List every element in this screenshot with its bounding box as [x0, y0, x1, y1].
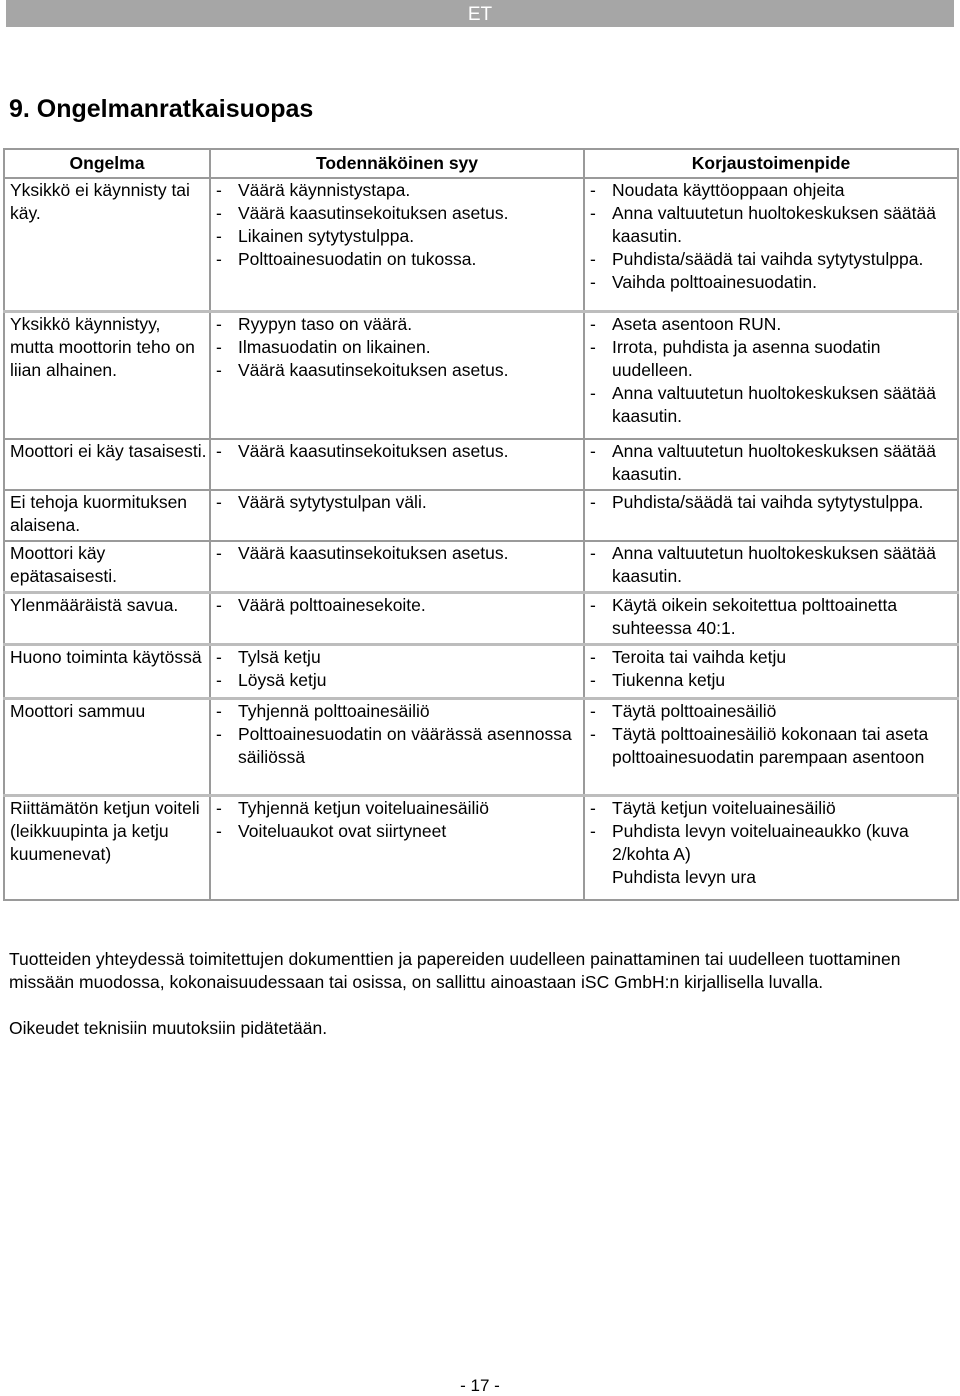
bullet-dash: - [216, 543, 222, 563]
cause-item [216, 225, 581, 248]
fix-item [590, 491, 955, 514]
problem-cell [4, 311, 210, 439]
fix-item [590, 797, 955, 820]
problem-text: Yksikkö käynnistyy, mutta moottorin teho on liian alhainen. [10, 313, 195, 380]
bullet-dash: - [216, 798, 222, 818]
bullet-dash: - [216, 670, 222, 690]
problem-text: Riittämätön ketjun voiteli (leikkuupinta ja ketju kuumenevat) [10, 798, 200, 864]
page-title: 9. Ongelmanratkaisuopas [9, 95, 314, 123]
bullet-dash: - [216, 647, 222, 667]
fix-item [590, 723, 955, 769]
problem-cell [4, 645, 210, 699]
bullet-dash: - [590, 382, 596, 403]
cause-item [216, 336, 581, 359]
cause-item-text: Väärä sytytystulpan väli. [238, 492, 427, 512]
bullet-dash: - [590, 595, 596, 615]
fix-item [590, 440, 955, 486]
bullet-dash: - [216, 249, 222, 269]
cause-item [216, 440, 581, 463]
cause-item-text: Väärä käynnistystapa. [238, 180, 411, 200]
column-header-cause: Todennäköinen syy [210, 149, 584, 178]
table-row [4, 541, 958, 593]
fix-item-text: Puhdista levyn voiteluaineaukko (kuva 2/kohta A) [612, 821, 909, 864]
table-body [4, 178, 958, 900]
table-row [4, 490, 958, 541]
troubleshooting-table [3, 148, 959, 901]
bullet-dash: - [590, 249, 596, 269]
fix-item [590, 313, 955, 336]
cause-cell [210, 645, 584, 699]
fix-item [590, 594, 955, 640]
fix-item-text: Vaihda polttoainesuodatin. [612, 272, 817, 292]
problem-text: Ei tehoja kuormituksen alaisena. [10, 492, 188, 535]
cause-cell [210, 699, 584, 796]
fix-cell [584, 796, 958, 900]
bullet-dash: - [590, 647, 596, 667]
fix-cell [584, 490, 958, 541]
cause-item [216, 820, 581, 843]
page-number: - 17 - [460, 1376, 500, 1395]
fix-cell [584, 541, 958, 593]
fix-item [590, 179, 955, 202]
fix-item-text: Noudata käyttöoppaan ohjeita [612, 180, 845, 200]
fix-item [590, 669, 955, 692]
fix-item [590, 382, 955, 428]
fix-item [590, 820, 955, 866]
fix-item [590, 248, 955, 271]
fix-cell [584, 593, 958, 645]
cause-item [216, 359, 581, 382]
fix-item-text: Tiukenna ketju [612, 670, 726, 690]
cause-cell [210, 796, 584, 900]
fix-cell [584, 699, 958, 796]
problem-cell [4, 490, 210, 541]
bullet-dash: - [216, 492, 222, 512]
fix-item-text: Puhdista/säädä tai vaihda sytytystulppa. [612, 249, 924, 269]
fix-item [590, 700, 955, 723]
cause-item-text: Väärä kaasutinsekoituksen asetus. [238, 359, 509, 380]
column-header-fix: Korjaustoimenpide [584, 149, 958, 178]
problem-text: Moottori ei käy tasaisesti. [10, 441, 207, 461]
bullet-dash: - [590, 701, 596, 721]
bullet-dash: - [590, 441, 596, 461]
problem-cell [4, 541, 210, 593]
fix-cell [584, 311, 958, 439]
bullet-dash: - [216, 701, 222, 721]
cause-item-text: Tyhjennä ketjun voiteluainesäiliö [238, 798, 489, 818]
fix-item [590, 542, 955, 588]
cause-item [216, 646, 581, 669]
cause-item [216, 202, 581, 225]
fix-item-text: Irrota, puhdista ja asenna suodatin uudelleen. [612, 336, 881, 380]
cause-item-text: Löysä ketju [238, 670, 327, 690]
cause-item-text: Väärä kaasutinsekoituksen asetus. [238, 203, 509, 223]
fix-item-text: Teroita tai vaihda ketju [612, 647, 787, 667]
table-row [4, 699, 958, 796]
cause-item [216, 700, 581, 723]
bullet-dash: - [216, 336, 222, 357]
bullet-dash: - [590, 203, 596, 223]
language-header-bar [6, 0, 954, 27]
table-row [4, 439, 958, 490]
fix-item [590, 336, 955, 382]
problem-cell [4, 593, 210, 645]
cause-cell [210, 541, 584, 593]
fix-item-text: Käytä oikein sekoitettua polttoainetta suhteessa 40:1. [612, 595, 898, 638]
fix-cell [584, 645, 958, 699]
cause-cell [210, 490, 584, 541]
problem-text: Moottori sammuu [10, 701, 146, 721]
bullet-dash: - [590, 492, 596, 512]
problem-text: Huono toiminta käytössä [10, 647, 202, 667]
bullet-dash: - [216, 441, 222, 461]
cause-cell [210, 439, 584, 490]
fix-item-text: Anna valtuutetun huoltokeskuksen säätää kaasutin. [612, 441, 936, 484]
bullet-dash: - [216, 724, 222, 744]
fix-item [590, 646, 955, 669]
problem-text: Ylenmääräistä savua. [10, 595, 179, 615]
table-header-row [4, 149, 958, 178]
bullet-dash: - [590, 336, 596, 357]
table-row [4, 796, 958, 900]
table-row [4, 311, 958, 439]
problem-cell [4, 699, 210, 796]
bullet-dash: - [216, 180, 222, 200]
bullet-dash: - [590, 798, 596, 818]
problem-cell [4, 796, 210, 900]
bullet-dash: - [590, 180, 596, 200]
fix-item-text: Täytä polttoainesäiliö kokonaan tai aseta polttoainesuodatin parempaan asentoon [612, 724, 929, 767]
bullet-dash: - [590, 821, 596, 841]
cause-item-text: Likainen sytytystulppa. [238, 226, 415, 246]
cause-item-text: Väärä kaasutinsekoituksen asetus. [238, 543, 509, 563]
cause-cell [210, 311, 584, 439]
column-header-problem: Ongelma [4, 149, 210, 178]
fix-item-text: Anna valtuutetun huoltokeskuksen säätää kaasutin. [612, 203, 936, 246]
fix-cell [584, 439, 958, 490]
cause-cell [210, 178, 584, 311]
footer-notes [9, 948, 939, 1063]
cause-item-text: Polttoainesuodatin on tukossa. [238, 249, 477, 269]
cause-item [216, 594, 581, 617]
cause-item [216, 179, 581, 202]
cause-item-text: Voiteluaukot ovat siirtyneet [238, 821, 447, 841]
fix-item-text: Puhdista/säädä tai vaihda sytytystulppa. [612, 492, 924, 512]
bullet-dash: - [590, 670, 596, 690]
fix-item-text: Anna valtuutetun huoltokeskuksen säätää kaasutin. [612, 382, 936, 426]
fix-item [590, 202, 955, 248]
fix-item-text: Aseta asentoon RUN. [612, 313, 782, 334]
bullet-dash: - [216, 203, 222, 223]
table-row [4, 593, 958, 645]
table-row [4, 178, 958, 311]
language-code: ET [467, 4, 493, 25]
bullet-dash: - [216, 226, 222, 246]
table-row [4, 645, 958, 699]
fix-item-text: Täytä ketjun voiteluainesäiliö [612, 798, 836, 818]
bullet-dash: - [216, 313, 222, 334]
fix-item-text: Anna valtuutetun huoltokeskuksen säätää kaasutin. [612, 543, 936, 586]
bullet-dash: - [590, 272, 596, 292]
bullet-dash: - [590, 724, 596, 744]
cause-item-text: Ilmasuodatin on likainen. [238, 336, 431, 357]
problem-cell [4, 439, 210, 490]
fix-item [590, 271, 955, 294]
bullet-dash: - [590, 543, 596, 563]
cause-item [216, 723, 581, 769]
bullet-dash: - [216, 359, 222, 380]
bullet-dash: - [216, 595, 222, 615]
cause-item-text: Väärä kaasutinsekoituksen asetus. [238, 441, 509, 461]
cause-item-text: Tylsä ketju [238, 647, 321, 667]
problem-text: Moottori käy epätasaisesti. [10, 543, 118, 586]
cause-item [216, 491, 581, 514]
copyright-notice: Tuotteiden yhteydessä toimitettujen dokumenttien ja papereiden uudelleen painattaminen tai uudelleen tuottaminen missään muodossa, kokonaisuudessaan tai osissa, on sallittu ainoastaan iSC GmbH:n kirjallisella luvalla. [9, 949, 901, 992]
cause-item [216, 669, 581, 692]
cause-item [216, 542, 581, 565]
cause-item [216, 797, 581, 820]
problem-text: Yksikkö ei käynnisty tai käy. [10, 180, 190, 223]
cause-item-text: Tyhjennä polttoainesäiliö [238, 701, 430, 721]
fix-extra-text: Puhdista levyn ura [612, 867, 756, 887]
problem-cell [4, 178, 210, 311]
cause-item-text: Polttoainesuodatin on väärässä asennossa säiliössä [238, 724, 572, 767]
cause-item-text: Ryypyn taso on väärä. [238, 313, 413, 334]
cause-item [216, 248, 581, 271]
bullet-dash: - [216, 821, 222, 841]
fix-item-text: Täytä polttoainesäiliö [612, 701, 777, 721]
cause-item [216, 313, 581, 336]
fix-cell [584, 178, 958, 311]
cause-cell [210, 593, 584, 645]
rights-notice: Oikeudet teknisiin muutoksiin pidätetään. [9, 1018, 328, 1038]
cause-item-text: Väärä polttoainesekoite. [238, 595, 426, 615]
bullet-dash: - [590, 313, 596, 334]
